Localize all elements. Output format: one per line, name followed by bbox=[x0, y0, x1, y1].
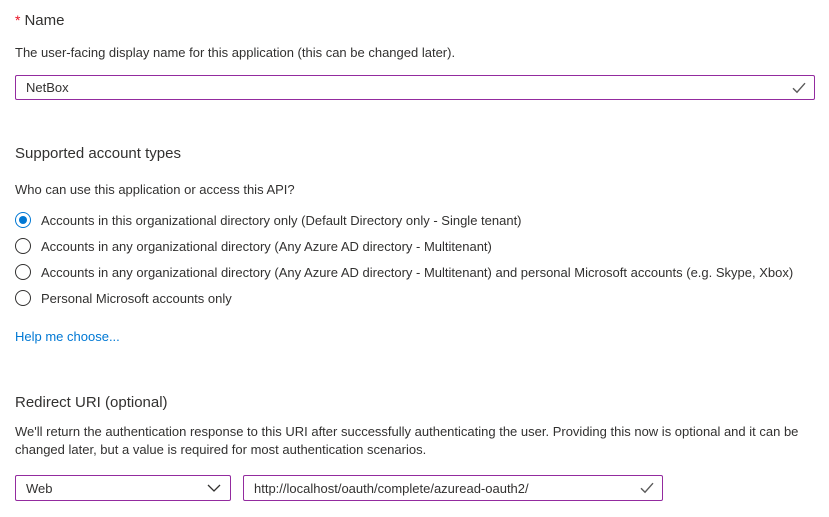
radio-option-label: Accounts in any organizational directory (Any Azure AD directory - Multitenant) and personal Microsoft accounts (e.g. Skype, Xbox) bbox=[41, 264, 794, 280]
radio-button-icon[interactable] bbox=[15, 238, 31, 254]
account-types-title: Supported account types bbox=[15, 145, 181, 162]
radio-option-multitenant[interactable] bbox=[15, 233, 815, 259]
account-types-question: Who can use this application or access this API? bbox=[15, 182, 295, 197]
name-title-text: Name bbox=[24, 12, 65, 29]
redirect-uri-title: Redirect URI (optional) bbox=[15, 394, 168, 411]
name-description: The user-facing display name for this application (this can be changed later). bbox=[15, 45, 456, 60]
redirect-uri-input-wrap bbox=[243, 475, 663, 501]
platform-select[interactable] bbox=[15, 475, 231, 501]
radio-option-label: Accounts in any organizational directory (Any Azure AD directory - Multitenant) bbox=[41, 238, 492, 254]
redirect-uri-input[interactable] bbox=[243, 475, 663, 501]
chevron-down-icon bbox=[207, 484, 221, 492]
supported-account-types-section bbox=[15, 144, 815, 346]
valid-check-icon bbox=[640, 482, 654, 494]
name-input-wrap bbox=[15, 75, 815, 100]
radio-button-icon[interactable] bbox=[15, 212, 31, 228]
valid-check-icon bbox=[792, 82, 806, 94]
name-input[interactable] bbox=[15, 75, 815, 100]
radio-button-icon[interactable] bbox=[15, 290, 31, 306]
name-section bbox=[15, 10, 815, 100]
account-type-radio-group bbox=[15, 207, 815, 311]
redirect-uri-controls bbox=[15, 475, 815, 501]
redirect-uri-description: We'll return the authentication response to this URI after successfully authenticating the user. Providing this now is optional and it can be changed later, but a value is required for most authentication scenarios. bbox=[15, 424, 799, 457]
radio-option-multitenant-personal[interactable] bbox=[15, 259, 815, 285]
help-me-choose-link[interactable]: Help me choose... bbox=[15, 329, 120, 344]
radio-option-label: Personal Microsoft accounts only bbox=[41, 290, 232, 306]
name-section-title bbox=[15, 10, 815, 31]
radio-option-personal-only[interactable] bbox=[15, 285, 815, 311]
radio-option-label: Accounts in this organizational directory only (Default Directory only - Single tenant) bbox=[41, 212, 522, 228]
redirect-uri-section bbox=[15, 393, 815, 501]
radio-button-icon[interactable] bbox=[15, 264, 31, 280]
platform-select-value: Web bbox=[26, 480, 53, 496]
required-asterisk: * bbox=[15, 12, 21, 28]
radio-option-single-tenant[interactable] bbox=[15, 207, 815, 233]
